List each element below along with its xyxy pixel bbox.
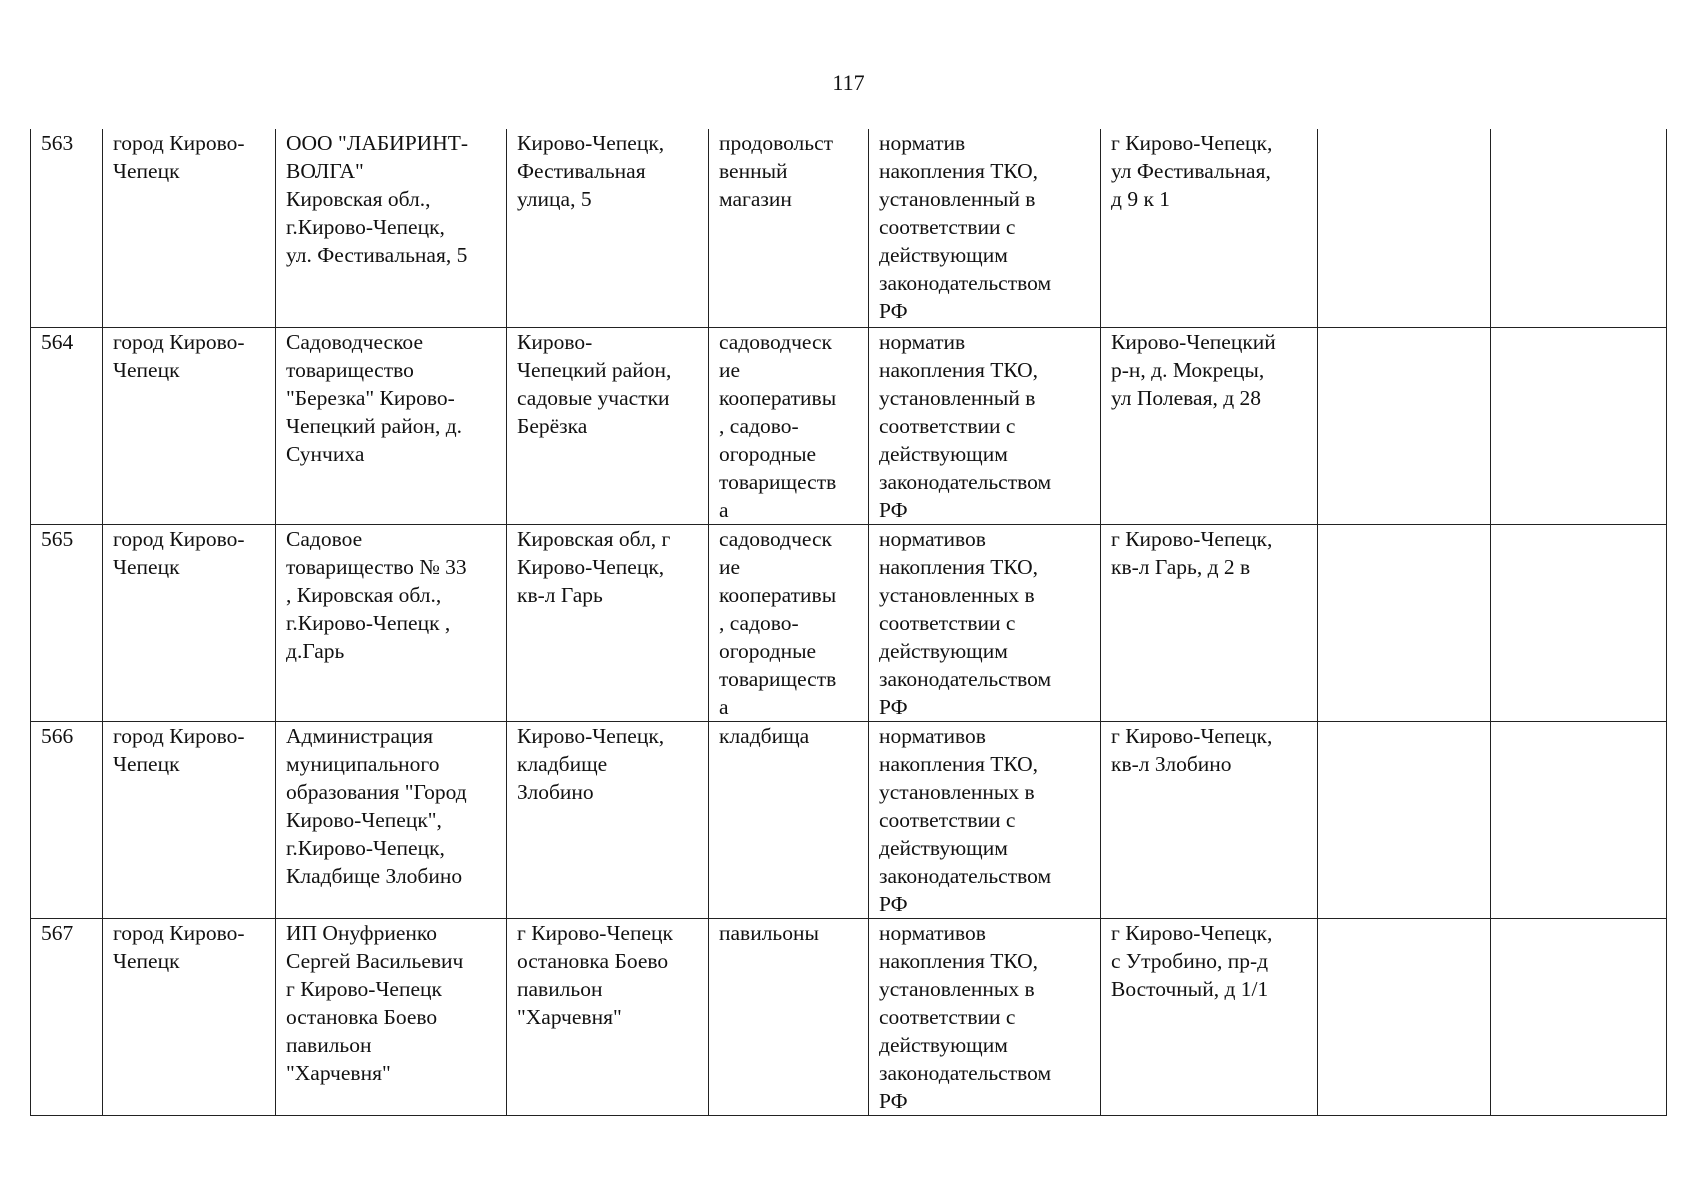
norm-cell: нормативов накопления ТКО, установленных в соответствии с действующим законодательством РФ <box>869 524 1101 721</box>
page-number: 117 <box>832 70 865 95</box>
location-cell: г Кирово-Чепецк, ул Фестивальная, д 9 к 1 <box>1101 129 1318 327</box>
table-row <box>31 129 1667 327</box>
location-cell: г Кирово-Чепецк, кв-л Злобино <box>1101 721 1318 918</box>
row-number-cell: 565 <box>31 524 103 721</box>
organization-cell: Администрация муниципального образования "Город Кирово-Чепецк", г.Кирово-Чепецк, Кладбище Злобино <box>276 721 507 918</box>
row-number-cell: 567 <box>31 918 103 1115</box>
table-row <box>31 524 1667 721</box>
empty-cell <box>1318 129 1491 327</box>
empty-cell <box>1491 524 1667 721</box>
empty-cell <box>1318 327 1491 524</box>
location-cell: г Кирово-Чепецк, с Утробино, пр-д Восточный, д 1/1 <box>1101 918 1318 1115</box>
organization-cell: ООО "ЛАБИРИНТ- ВОЛГА" Кировская обл., г.Кирово-Чепецк, ул. Фестивальная, 5 <box>276 129 507 327</box>
municipality-cell: город Кирово- Чепецк <box>103 129 276 327</box>
row-number-cell: 563 <box>31 129 103 327</box>
organization-cell: Садоводческое товарищество "Березка" Кирово- Чепецкий район, д. Сунчиха <box>276 327 507 524</box>
row-number-cell: 564 <box>31 327 103 524</box>
organization-cell: Садовое товарищество № 33 , Кировская обл., г.Кирово-Чепецк , д.Гарь <box>276 524 507 721</box>
site-address-cell: Кирово- Чепецкий район, садовые участки Берёзка <box>507 327 709 524</box>
empty-cell <box>1318 721 1491 918</box>
site-address-cell: Кировская обл, г Кирово-Чепецк, кв-л Гарь <box>507 524 709 721</box>
registry-table <box>30 129 1667 1116</box>
municipality-cell: город Кирово- Чепецк <box>103 524 276 721</box>
municipality-cell: город Кирово- Чепецк <box>103 327 276 524</box>
table-row <box>31 918 1667 1115</box>
norm-cell: норматив накопления ТКО, установленный в соответствии с действующим законодательством РФ <box>869 327 1101 524</box>
object-type-cell: садоводческ ие кооперативы , садово- огородные товариществ а <box>709 524 869 721</box>
site-address-cell: Кирово-Чепецк, кладбище Злобино <box>507 721 709 918</box>
municipality-cell: город Кирово- Чепецк <box>103 721 276 918</box>
empty-cell <box>1318 524 1491 721</box>
row-number-cell: 566 <box>31 721 103 918</box>
object-type-cell: кладбища <box>709 721 869 918</box>
empty-cell <box>1491 327 1667 524</box>
object-type-cell: продовольст венный магазин <box>709 129 869 327</box>
site-address-cell: г Кирово-Чепецк остановка Боево павильон "Харчевня" <box>507 918 709 1115</box>
object-type-cell: павильоны <box>709 918 869 1115</box>
site-address-cell: Кирово-Чепецк, Фестивальная улица, 5 <box>507 129 709 327</box>
norm-cell: нормативов накопления ТКО, установленных в соответствии с действующим законодательством РФ <box>869 918 1101 1115</box>
table-row <box>31 327 1667 524</box>
table-row <box>31 721 1667 918</box>
empty-cell <box>1491 721 1667 918</box>
norm-cell: норматив накопления ТКО, установленный в соответствии с действующим законодательством РФ <box>869 129 1101 327</box>
location-cell: г Кирово-Чепецк, кв-л Гарь, д 2 в <box>1101 524 1318 721</box>
location-cell: Кирово-Чепецкий р-н, д. Мокрецы, ул Полевая, д 28 <box>1101 327 1318 524</box>
organization-cell: ИП Онуфриенко Сергей Васильевич г Кирово-Чепецк остановка Боево павильон "Харчевня" <box>276 918 507 1115</box>
empty-cell <box>1491 918 1667 1115</box>
municipality-cell: город Кирово- Чепецк <box>103 918 276 1115</box>
empty-cell <box>1491 129 1667 327</box>
empty-cell <box>1318 918 1491 1115</box>
object-type-cell: садоводческ ие кооперативы , садово- огородные товариществ а <box>709 327 869 524</box>
norm-cell: нормативов накопления ТКО, установленных в соответствии с действующим законодательством РФ <box>869 721 1101 918</box>
